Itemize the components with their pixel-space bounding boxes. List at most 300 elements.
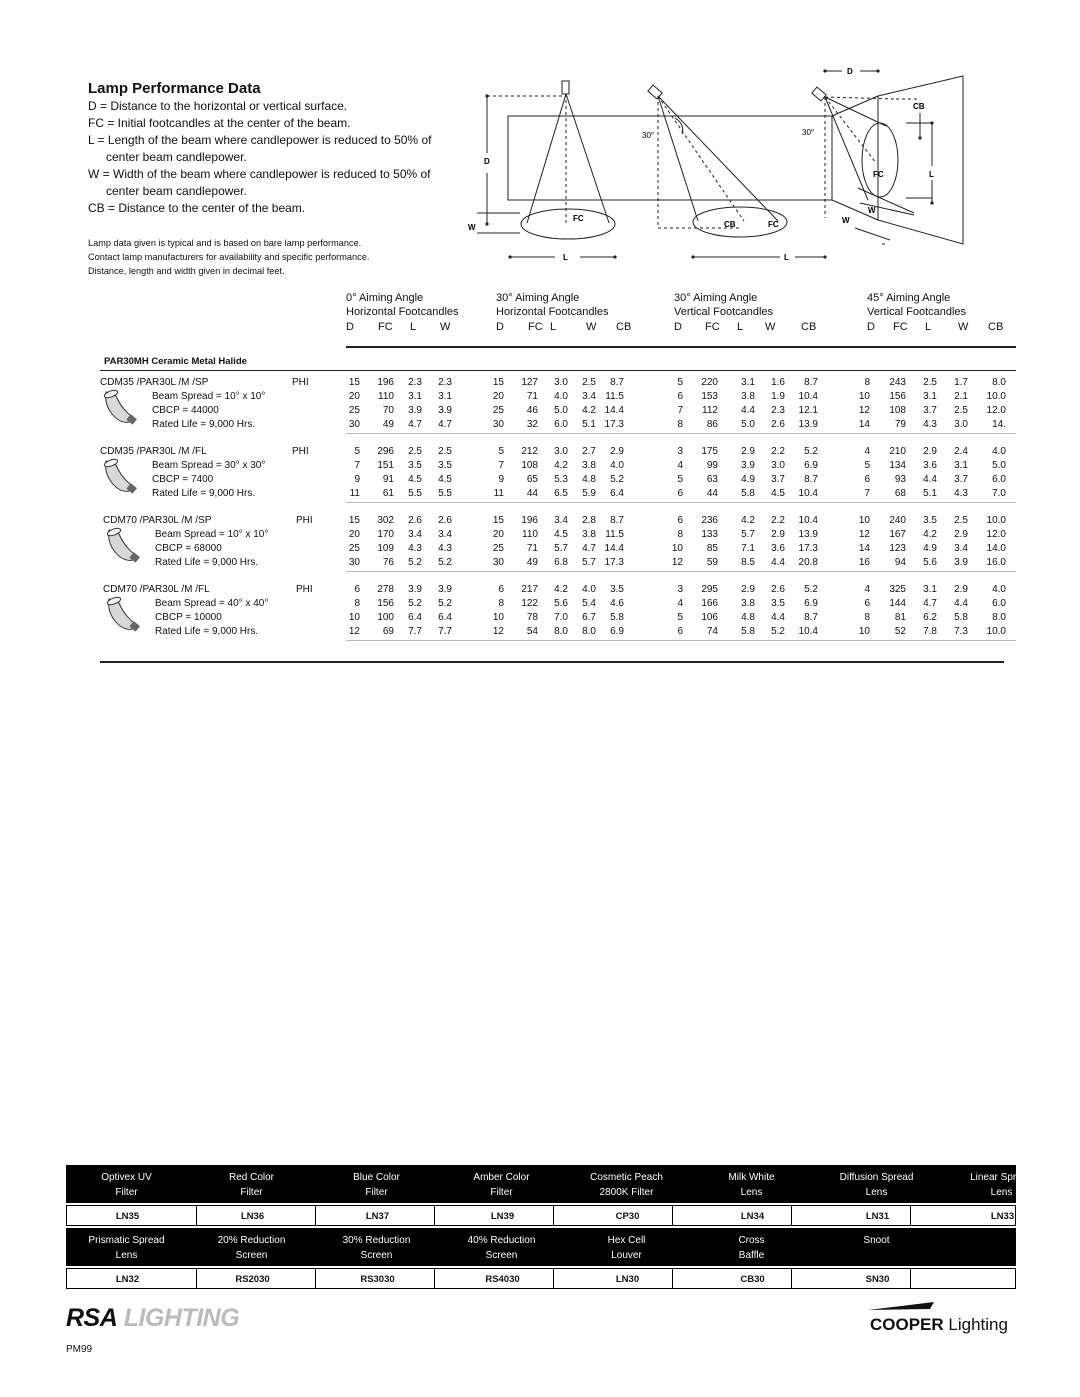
table-cell: 4.9	[923, 543, 937, 554]
table-cell: 110	[522, 529, 538, 540]
table-cell: 3.0	[554, 446, 568, 457]
table-cell: 4.0	[610, 460, 624, 471]
table-cell: 2.9	[741, 584, 755, 595]
column-header-g2-cb: CB	[616, 321, 632, 333]
accessory-name: 20% Reduction	[217, 1235, 286, 1246]
lamp-bulb-icon	[105, 526, 141, 571]
table-cell: 2.5	[582, 377, 596, 388]
accessory-label	[64, 1170, 189, 1200]
table-cell: 30	[492, 419, 504, 430]
table-cell: 3.7	[954, 474, 968, 485]
table-cell: 4	[864, 584, 870, 595]
accessory-label	[689, 1233, 814, 1263]
table-cell: 3.1	[954, 460, 968, 471]
accessory-header-row	[66, 1165, 1033, 1203]
table-cell: 6.0	[554, 419, 568, 430]
table-cell: 3.0	[954, 419, 968, 430]
accessory-type: Lens	[865, 1187, 888, 1198]
table-cell: 5.2	[610, 474, 624, 485]
lamp-manufacturer: PHI	[292, 377, 309, 388]
table-cell: 3.8	[741, 391, 755, 402]
table-cell: 4	[677, 460, 683, 471]
table-cell: 6.0	[992, 474, 1006, 485]
column-header-g1-fc: FC	[378, 321, 393, 333]
cell-divider	[910, 1269, 911, 1288]
accessory-code: CB30	[740, 1274, 765, 1285]
lamp-name: CDM35 /PAR30L /M /SP	[100, 377, 209, 388]
table-cell: 4.6	[610, 598, 624, 609]
table-cell: 17.3	[604, 419, 624, 430]
table-cell: 3.5	[771, 598, 785, 609]
table-cell: 296	[377, 446, 394, 457]
table-cell: 6	[677, 515, 683, 526]
table-cell: 6.9	[610, 626, 624, 637]
label-l-mid: L	[784, 253, 789, 262]
accessory-name: Amber Color	[473, 1172, 530, 1183]
column-header-g3-d: D	[674, 321, 682, 333]
accessory-code: RS3030	[360, 1274, 395, 1285]
accessory-code: LN39	[490, 1211, 515, 1222]
table-cell: 3.1	[438, 391, 452, 402]
accessory-code: LN35	[115, 1211, 140, 1222]
table-cell: 2.6	[771, 419, 785, 430]
table-cell: 70	[382, 405, 394, 416]
table-cell: 6.4	[408, 612, 422, 623]
table-cell: 3.5	[923, 515, 937, 526]
table-cell: 2.9	[741, 446, 755, 457]
table-cell: 3.8	[582, 460, 596, 471]
table-cell: 6.9	[804, 598, 818, 609]
table-cell: 14.4	[604, 543, 624, 554]
cell-divider	[434, 1206, 435, 1225]
table-cell: 2.9	[954, 584, 968, 595]
column-header-g3-l: L	[737, 321, 744, 333]
lamp-spec: CBCP = 44000	[152, 405, 219, 416]
table-cell: 93	[894, 474, 906, 485]
page-title: Lamp Performance Data	[88, 80, 261, 97]
table-cell: 4.5	[554, 529, 568, 540]
cell-divider	[672, 1269, 673, 1288]
accessory-code: LN31	[865, 1211, 890, 1222]
beam-ellipse-0	[521, 209, 615, 239]
lamp-manufacturer: PHI	[296, 584, 313, 595]
table-cell: 14	[858, 543, 870, 554]
table-cell: 11	[349, 488, 360, 499]
table-cell: 3.4	[554, 515, 568, 526]
table-cell: 14.4	[604, 405, 624, 416]
table-cell: 8.0	[582, 626, 596, 637]
section-title: PAR30MH Ceramic Metal Halide	[104, 356, 247, 367]
lamp-30h-icon	[648, 85, 662, 99]
table-cell: 167	[889, 529, 906, 540]
g4-angle: 45° Aiming Angle	[867, 292, 951, 304]
column-header-g3-fc: FC	[705, 321, 720, 333]
table-cell: 5.0	[992, 460, 1006, 471]
table-cell: 10	[492, 612, 504, 623]
table-cell: 4.3	[923, 419, 937, 430]
table-cell: 3.0	[771, 460, 785, 471]
accessory-label	[939, 1170, 1064, 1200]
table-cell: 9	[354, 474, 360, 485]
table-cell: 153	[701, 391, 718, 402]
table-cell: 8.5	[741, 557, 755, 568]
table-cell: 8.0	[554, 626, 568, 637]
table-cell: 2.9	[923, 446, 937, 457]
table-cell: 8	[677, 529, 683, 540]
accessory-label	[189, 1170, 314, 1200]
table-cell: 11.5	[605, 391, 624, 402]
table-cell: 1.9	[771, 391, 785, 402]
g2-type: Horizontal Footcandles	[496, 306, 609, 318]
table-cell: 10.4	[798, 488, 818, 499]
table-cell: 3	[677, 446, 683, 457]
table-cell: 8	[864, 612, 870, 623]
table-cell: 108	[889, 405, 906, 416]
column-header-g2-w: W	[586, 321, 597, 333]
table-cell: 4.4	[771, 557, 785, 568]
table-cell: 86	[706, 419, 718, 430]
accessories-table	[66, 1165, 1033, 1295]
table-cell: 3.1	[923, 584, 937, 595]
table-cell: 5.8	[741, 488, 755, 499]
table-cell: 112	[702, 405, 718, 416]
table-cell: 7.0	[992, 488, 1006, 499]
column-header-g4-d: D	[867, 321, 875, 333]
table-cell: 5.1	[582, 419, 596, 430]
table-cell: 25	[492, 543, 504, 554]
table-cell: 7.3	[954, 626, 968, 637]
accessory-code: LN34	[740, 1211, 765, 1222]
table-cell: 4.3	[954, 488, 968, 499]
table-cell: 3.8	[582, 529, 596, 540]
table-cell: 14.0	[986, 543, 1006, 554]
table-cell: 4.5	[771, 488, 785, 499]
table-cell: 3.4	[408, 529, 422, 540]
page-code: PM99	[66, 1344, 93, 1355]
accessory-name: Diffusion Spread	[839, 1172, 914, 1183]
table-cell: 59	[706, 557, 718, 568]
column-header-g4-fc: FC	[893, 321, 908, 333]
table-cell: 13.9	[798, 529, 818, 540]
label-l-right: L	[929, 170, 934, 179]
table-cell: 5.9	[582, 488, 596, 499]
table-cell: 3.4	[954, 543, 968, 554]
accessory-name: Cosmetic Peach	[590, 1172, 663, 1183]
table-cell: 5.3	[554, 474, 568, 485]
cell-divider	[672, 1206, 673, 1225]
table-cell: 8.7	[610, 377, 624, 388]
table-cell: 2.8	[582, 515, 596, 526]
table-cell: 78	[526, 612, 538, 623]
label-fc-mid: FC	[768, 220, 779, 229]
accessory-label	[814, 1233, 939, 1248]
table-cell: 4.7	[438, 419, 452, 430]
lamp-manufacturer: PHI	[296, 515, 313, 526]
column-header-g1-w: W	[440, 321, 451, 333]
table-cell: 3.1	[741, 377, 755, 388]
table-cell: 2.3	[438, 377, 452, 388]
accessory-label	[564, 1170, 689, 1200]
table-cell: 2.5	[954, 515, 968, 526]
table-cell: 10	[858, 626, 870, 637]
table-cell: 5.8	[954, 612, 968, 623]
table-cell: 65	[526, 474, 538, 485]
table-cell: 4.2	[582, 405, 596, 416]
beam-ellipse-wall	[862, 123, 898, 197]
cell-divider	[553, 1206, 554, 1225]
label-w-right2: W	[842, 216, 850, 225]
accessory-type: 2800K Filter	[599, 1187, 654, 1198]
table-cell: 196	[521, 515, 538, 526]
rsa-lighting-logo: RSA LIGHTING	[66, 1304, 240, 1332]
lamp-0-icon	[562, 81, 569, 94]
accessory-code: RS4030	[485, 1274, 520, 1285]
accessory-label	[64, 1233, 189, 1263]
table-cell: 5.6	[554, 598, 568, 609]
table-cell: 20	[492, 391, 504, 402]
table-cell: 25	[492, 405, 504, 416]
table-cell: 122	[521, 598, 538, 609]
table-cell: 11	[493, 488, 504, 499]
definition-w: W = Width of the beam where candlepower is reduced to 50% of center beam candlepower.	[88, 167, 431, 198]
table-cell: 166	[701, 598, 718, 609]
lamp-name: CDM70 /PAR30L /M /FL	[103, 584, 210, 595]
accessory-label	[314, 1233, 439, 1263]
table-cell: 32	[526, 419, 538, 430]
lamp-spec: Beam Spread = 10° x 10°	[152, 391, 266, 402]
table-cell: 30	[492, 557, 504, 568]
note-1: Lamp data given is typical and is based on bare lamp performance.	[88, 238, 362, 248]
table-cell: 1.6	[771, 377, 785, 388]
table-cell: 278	[377, 584, 394, 595]
table-cell: 4.4	[923, 474, 937, 485]
table-cell: 54	[526, 626, 538, 637]
table-cell: 69	[382, 626, 394, 637]
accessory-type: Lens	[990, 1187, 1013, 1198]
table-cell: 7	[864, 488, 870, 499]
accessory-type: Screen	[360, 1250, 393, 1261]
block-rule	[346, 640, 1016, 641]
table-cell: 175	[701, 446, 718, 457]
table-cell: 71	[526, 391, 538, 402]
table-cell: 7.7	[408, 626, 422, 637]
table-cell: 2.9	[771, 529, 785, 540]
table-cell: 109	[377, 543, 394, 554]
lamp-bulb-icon	[102, 388, 138, 433]
table-cell: 10.4	[798, 626, 818, 637]
table-cell: 10	[858, 515, 870, 526]
accessory-code-row	[66, 1205, 1016, 1226]
table-cell: 6.7	[582, 612, 596, 623]
accessory-name: Cross	[738, 1235, 765, 1246]
table-cell: 99	[706, 460, 718, 471]
table-cell: 236	[701, 515, 718, 526]
table-cell: 210	[889, 446, 906, 457]
accessory-code-row	[66, 1268, 1016, 1289]
table-cell: 3.1	[408, 391, 422, 402]
table-cell: 5.2	[408, 557, 422, 568]
table-cell: 134	[889, 460, 906, 471]
table-cell: 5.5	[408, 488, 422, 499]
definition-d: D = Distance to the horizontal or vertical surface.	[88, 99, 348, 113]
cell-divider	[791, 1269, 792, 1288]
lamp-bulb-icon	[102, 457, 138, 502]
table-cell: 3.9	[408, 405, 422, 416]
table-cell: 8	[677, 419, 683, 430]
label-30-right: 30°	[802, 128, 815, 137]
table-cell: 12	[858, 529, 870, 540]
lamp-spec: Beam Spread = 40° x 40°	[155, 598, 269, 609]
label-fc-right: FC	[873, 170, 884, 179]
table-cell: 3.1	[923, 391, 937, 402]
beam-diagram	[440, 58, 980, 273]
table-cell: 133	[701, 529, 718, 540]
table-cell: 4.7	[582, 543, 596, 554]
table-cell: 2.7	[582, 446, 596, 457]
table-cell: 6.0	[992, 598, 1006, 609]
cell-divider	[910, 1206, 911, 1225]
table-cell: 17.3	[798, 543, 818, 554]
table-cell: 5.6	[923, 557, 937, 568]
table-cell: 6.8	[554, 557, 568, 568]
table-cell: 44	[526, 488, 538, 499]
column-header-g3-w: W	[765, 321, 776, 333]
table-cell: 61	[382, 488, 394, 499]
cooper-swoosh-icon	[866, 1301, 936, 1311]
table-cell: 4.2	[741, 515, 755, 526]
table-cell: 2.5	[438, 446, 452, 457]
table-cell: 5	[864, 460, 870, 471]
accessory-type: Filter	[490, 1187, 513, 1198]
table-cell: 2.5	[954, 405, 968, 416]
table-cell: 5	[677, 377, 683, 388]
table-cell: 5	[498, 446, 504, 457]
table-cell: 5.2	[408, 598, 422, 609]
table-cell: 5.4	[582, 598, 596, 609]
table-cell: 15	[348, 377, 360, 388]
accessory-name: Blue Color	[353, 1172, 400, 1183]
table-cell: 4	[864, 446, 870, 457]
table-cell: 5.0	[554, 405, 568, 416]
section-rule	[100, 370, 1016, 371]
table-cell: 6	[354, 584, 360, 595]
table-cell: 4.0	[554, 391, 568, 402]
table-cell: 7	[354, 460, 360, 471]
table-cell: 4.4	[954, 598, 968, 609]
table-cell: 2.5	[923, 377, 937, 388]
label-fc-left: FC	[573, 214, 584, 223]
accessory-name: Red Color	[228, 1172, 275, 1183]
table-cell: 63	[706, 474, 718, 485]
table-cell: 5.2	[438, 598, 452, 609]
cell-divider	[434, 1269, 435, 1288]
cell-divider	[196, 1269, 197, 1288]
table-cell: 7	[677, 405, 683, 416]
table-cell: 12	[858, 405, 870, 416]
table-cell: 49	[526, 557, 538, 568]
table-cell: 110	[378, 391, 394, 402]
column-header-g2-l: L	[550, 321, 557, 333]
table-cell: 10.0	[986, 391, 1006, 402]
table-cell: 4.0	[992, 446, 1006, 457]
table-cell: 85	[706, 543, 718, 554]
table-cell: 6	[677, 391, 683, 402]
table-cell: 12.0	[986, 405, 1006, 416]
accessory-name: Prismatic Spread	[88, 1235, 165, 1246]
block-rule	[346, 433, 1016, 434]
table-cell: 170	[377, 529, 394, 540]
table-cell: 81	[894, 612, 906, 623]
table-cell: 2.6	[771, 584, 785, 595]
table-cell: 13.9	[798, 419, 818, 430]
table-cell: 49	[382, 419, 394, 430]
accessory-name: Linear Spread	[970, 1172, 1033, 1183]
table-cell: 5	[677, 474, 683, 485]
accessory-code: LN30	[615, 1274, 640, 1285]
table-cell: 10.4	[798, 515, 818, 526]
table-cell: 4.5	[438, 474, 452, 485]
table-cell: 6.9	[804, 460, 818, 471]
column-header-g2-fc: FC	[528, 321, 543, 333]
table-cell: 5.8	[741, 626, 755, 637]
accessory-type: Baffle	[738, 1250, 765, 1261]
cell-divider	[553, 1269, 554, 1288]
lamp-name: CDM70 /PAR30L /M /SP	[103, 515, 212, 526]
table-cell: 2.5	[408, 446, 422, 457]
table-cell: 11.5	[605, 529, 624, 540]
table-cell: 302	[377, 515, 394, 526]
table-cell: 46	[526, 405, 538, 416]
table-cell: 212	[521, 446, 538, 457]
table-cell: 3.8	[741, 598, 755, 609]
accessory-name: Hex Cell	[607, 1235, 646, 1246]
table-cell: 8.0	[992, 612, 1006, 623]
table-cell: 3.7	[923, 405, 937, 416]
column-header-g4-cb: CB	[988, 321, 1004, 333]
accessory-type: Filter	[115, 1187, 138, 1198]
header-rule	[346, 346, 1016, 348]
table-cell: 10.0	[986, 626, 1006, 637]
table-cell: 144	[889, 598, 906, 609]
accessory-header-row	[66, 1228, 1016, 1266]
table-cell: 5.8	[610, 612, 624, 623]
column-header-g4-w: W	[958, 321, 969, 333]
table-cell: 8	[354, 598, 360, 609]
table-cell: 5	[354, 446, 360, 457]
table-cell: 4.2	[923, 529, 937, 540]
table-cell: 20	[348, 391, 360, 402]
table-cell: 3.9	[741, 460, 755, 471]
accessory-label	[689, 1170, 814, 1200]
table-cell: 4.7	[408, 419, 422, 430]
table-cell: 196	[377, 377, 394, 388]
table-cell: 4.7	[923, 598, 937, 609]
table-cell: 17.3	[604, 557, 624, 568]
table-cell: 15	[492, 377, 504, 388]
table-cell: 91	[382, 474, 394, 485]
table-cell: 3.0	[554, 377, 568, 388]
accessory-label	[564, 1233, 689, 1263]
table-cell: 3.9	[438, 405, 452, 416]
accessory-name: Snoot	[863, 1235, 890, 1246]
lamp-spec: Rated Life = 9,000 Hrs.	[152, 419, 256, 430]
block-rule	[346, 502, 1016, 503]
accessory-label	[189, 1233, 314, 1263]
table-cell: 3.9	[438, 584, 452, 595]
lamp-bulb-icon	[105, 595, 141, 640]
definition-fc: FC = Initial footcandles at the center of the beam.	[88, 116, 351, 130]
lamp-spec: CBCP = 10000	[155, 612, 222, 623]
